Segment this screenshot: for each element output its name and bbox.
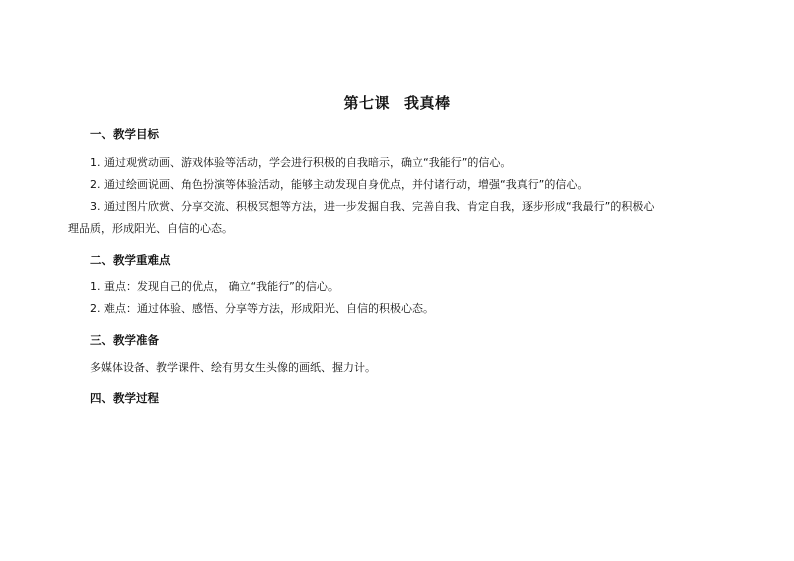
section-heading: 二、教学重难点 (90, 253, 171, 267)
list-item: 1. 通过观赏动画、游戏体验等活动，学会进行积极的自我暗示，确立“我能行”的信心。 (90, 156, 512, 169)
list-item: 2. 通过绘画说画、角色扮演等体验活动，能够主动发现自身优点，并付诸行动，增强“我真行”的信心。 (90, 178, 589, 191)
list-item: 3. 通过图片欣赏、分享交流、积极冥想等方法，进一步发掘自我、完善自我、肯定自我，逐步形成“我最行”的积极心 (90, 200, 655, 213)
paragraph: 多媒体设备、教学课件、绘有男女生头像的画纸、握力计。 (90, 361, 376, 374)
lesson-name: 我真棒 (404, 94, 451, 112)
lesson-number: 第七课 (343, 94, 390, 112)
list-item: 1. 重点：发现自己的优点， 确立“我能行”的信心。 (90, 280, 339, 293)
section-heading: 三、教学准备 (90, 333, 159, 347)
page-title (0, 92, 794, 113)
list-item: 2. 难点：通过体验、感悟、分享等方法，形成阳光、自信的积极心态。 (90, 302, 434, 315)
list-item-continuation: 理品质，形成阳光、自信的心态。 (68, 222, 233, 235)
section-heading: 一、教学目标 (90, 127, 159, 141)
section-heading: 四、教学过程 (90, 391, 159, 405)
